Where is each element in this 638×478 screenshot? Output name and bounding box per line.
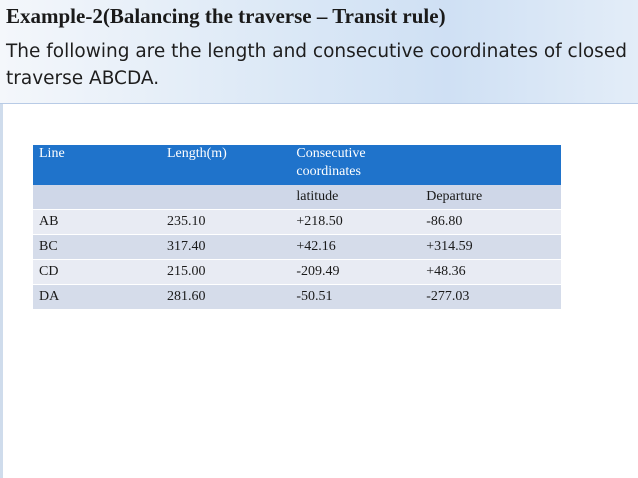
cell-length: 281.60 — [161, 285, 290, 310]
header-empty — [420, 145, 561, 185]
cell-departure: -277.03 — [420, 285, 561, 310]
cell-line: CD — [33, 260, 161, 285]
left-border — [0, 104, 3, 478]
cell-line: AB — [33, 210, 161, 235]
table-row — [33, 285, 561, 310]
subheader-departure: Departure — [420, 185, 561, 210]
cell-departure: +48.36 — [420, 260, 561, 285]
cell-departure: -86.80 — [420, 210, 561, 235]
cell-length: 215.00 — [161, 260, 290, 285]
header-length: Length(m) — [161, 145, 290, 185]
table-row — [33, 260, 561, 285]
table-subheader-row — [33, 185, 561, 210]
cell-latitude: -50.51 — [290, 285, 420, 310]
subheader-latitude: latitude — [290, 185, 420, 210]
subheader-empty-1 — [33, 185, 161, 210]
slide-title: Example-2(Balancing the traverse – Transit rule) — [6, 4, 446, 28]
cell-length: 235.10 — [161, 210, 290, 235]
table-row — [33, 235, 561, 260]
cell-line: BC — [33, 235, 161, 260]
header-line: Line — [33, 145, 161, 185]
table-header-row — [33, 145, 561, 185]
subheader-empty-2 — [161, 185, 290, 210]
cell-length: 317.40 — [161, 235, 290, 260]
header-consecutive-coordinates: Consecutive coordinates — [290, 145, 420, 185]
table-row — [33, 210, 561, 235]
slide-subtitle: The following are the length and consecutive coordinates of closed traverse ABCDA. — [6, 41, 627, 89]
cell-latitude: +42.16 — [290, 235, 420, 260]
cell-latitude: +218.50 — [290, 210, 420, 235]
cell-line: DA — [33, 285, 161, 310]
traverse-table — [33, 145, 561, 309]
cell-departure: +314.59 — [420, 235, 561, 260]
cell-latitude: -209.49 — [290, 260, 420, 285]
